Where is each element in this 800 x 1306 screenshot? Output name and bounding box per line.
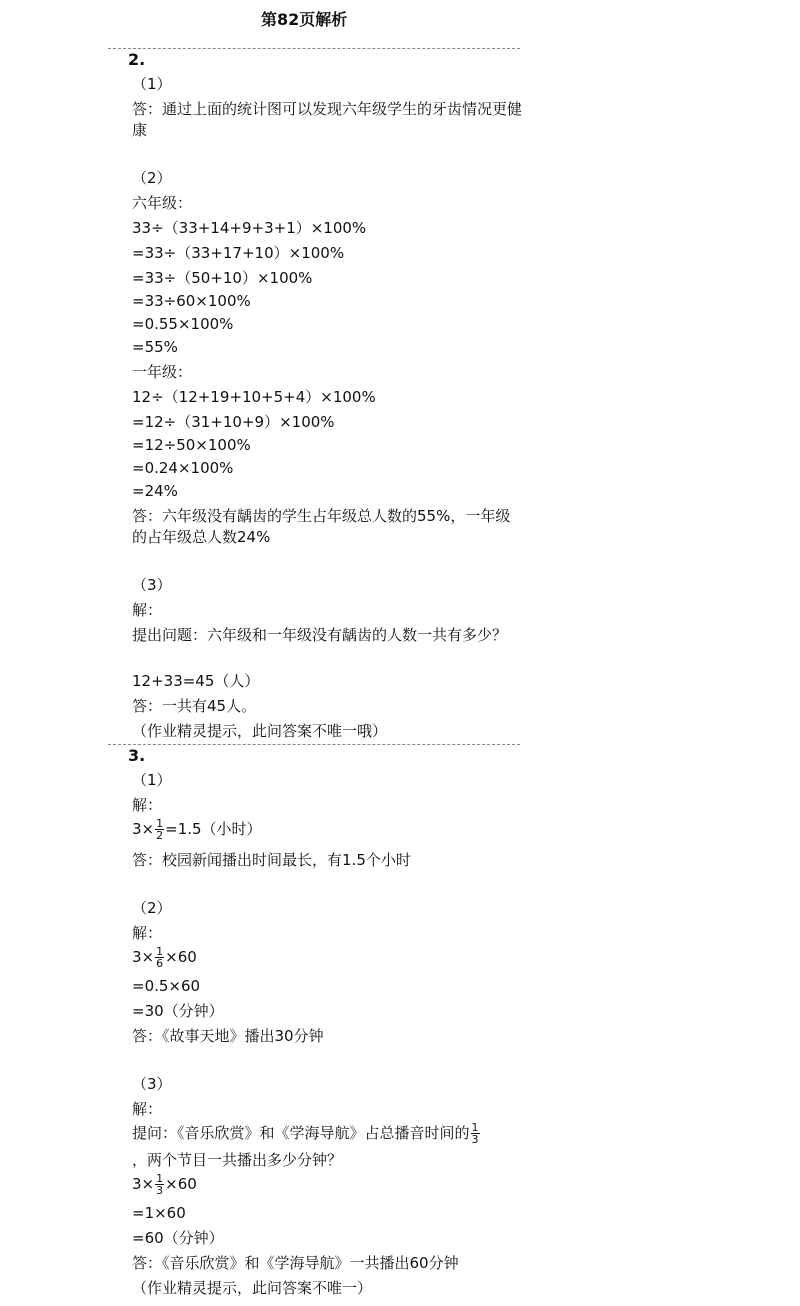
fraction-denominator: 3 — [156, 1184, 164, 1197]
part-label: （3） — [132, 1075, 172, 1093]
solve-label: 解： — [132, 924, 163, 942]
section-divider — [108, 744, 520, 745]
calc-step: =0.55×100% — [132, 315, 234, 333]
calc-text: ×60 — [165, 1175, 197, 1193]
calc-step: =55% — [132, 338, 178, 356]
calc-step: =0.24×100% — [132, 459, 234, 477]
calc-step: 12÷（12+19+10+5+4）×100% — [132, 388, 376, 406]
question-text-b: ，两个节目一共播出多少分钟？ — [132, 1151, 343, 1169]
fraction-denominator: 6 — [156, 957, 164, 970]
page-title: 第82页解析 — [261, 10, 348, 29]
answer-text: 答：《故事天地》播出30分钟 — [132, 1027, 324, 1045]
calc-step: =60（分钟） — [132, 1229, 224, 1247]
calc-step: =12÷（31+10+9）×100% — [132, 413, 335, 431]
answer-text: 答：六年级没有龋齿的学生占年级总人数的55%，一年级的占年级总人数24% — [132, 507, 511, 546]
part-label: （3） — [132, 576, 172, 594]
calc-step: =24% — [132, 482, 178, 500]
hint-note: （作业精灵提示，此问答案不唯一哦） — [132, 722, 388, 740]
fraction-numerator: 1 — [156, 1172, 164, 1185]
hint-note: （作业精灵提示，此问答案不唯一） — [132, 1279, 373, 1297]
question-text — [132, 1122, 522, 1145]
grade-label: 一年级： — [132, 363, 193, 381]
calc-step — [132, 1173, 522, 1196]
calc-step — [132, 946, 522, 969]
solve-label: 解： — [132, 1100, 163, 1118]
fraction-denominator: 2 — [156, 829, 164, 842]
fraction — [155, 818, 164, 841]
calc-text: 3× — [132, 820, 155, 838]
question-text-a: 提问：《音乐欣赏》和《学海导航》占总播音时间的 — [132, 1124, 470, 1142]
question-number: 2. — [128, 50, 146, 69]
section-divider — [108, 48, 520, 49]
calc-step: =12÷50×100% — [132, 436, 251, 454]
calc-text: ×60 — [165, 948, 197, 966]
calc-text: 3× — [132, 948, 155, 966]
grade-label: 六年级： — [132, 194, 193, 212]
calc-step: =33÷（50+10）×100% — [132, 269, 313, 287]
calc-step: =33÷（33+17+10）×100% — [132, 244, 345, 262]
solve-label: 解： — [132, 601, 163, 619]
answer-text: 答：校园新闻播出时间最长，有1.5个小时 — [132, 851, 411, 869]
calc-step — [132, 818, 522, 841]
fraction-denominator: 3 — [471, 1133, 479, 1146]
calc-step: =0.5×60 — [132, 977, 201, 995]
calc-step: =30（分钟） — [132, 1002, 224, 1020]
fraction — [155, 1173, 164, 1196]
calc-text: 3× — [132, 1175, 155, 1193]
answer-text: 答：《音乐欣赏》和《学海导航》一共播出60分钟 — [132, 1254, 459, 1272]
fraction-numerator: 1 — [471, 1121, 479, 1134]
calc-step: 12+33=45（人） — [132, 672, 260, 690]
calc-text: =1.5（小时） — [165, 820, 262, 838]
fraction-numerator: 1 — [156, 945, 164, 958]
calc-step: 33÷（33+14+9+3+1）×100% — [132, 219, 367, 237]
part-label: （2） — [132, 169, 172, 187]
fraction-numerator: 1 — [156, 817, 164, 830]
answer-text: 答：一共有45人。 — [132, 697, 257, 715]
solve-label: 解： — [132, 796, 163, 814]
calc-step: =1×60 — [132, 1204, 186, 1222]
question-text: 提出问题：六年级和一年级没有龋齿的人数一共有多少？ — [132, 626, 508, 644]
answer-text: 答：通过上面的统计图可以发现六年级学生的牙齿情况更健康 — [132, 100, 523, 139]
fraction — [471, 1122, 480, 1145]
fraction — [155, 946, 164, 969]
part-label: （1） — [132, 75, 172, 93]
question-number: 3. — [128, 746, 146, 765]
part-label: （1） — [132, 771, 172, 789]
part-label: （2） — [132, 899, 172, 917]
calc-step: =33÷60×100% — [132, 292, 251, 310]
